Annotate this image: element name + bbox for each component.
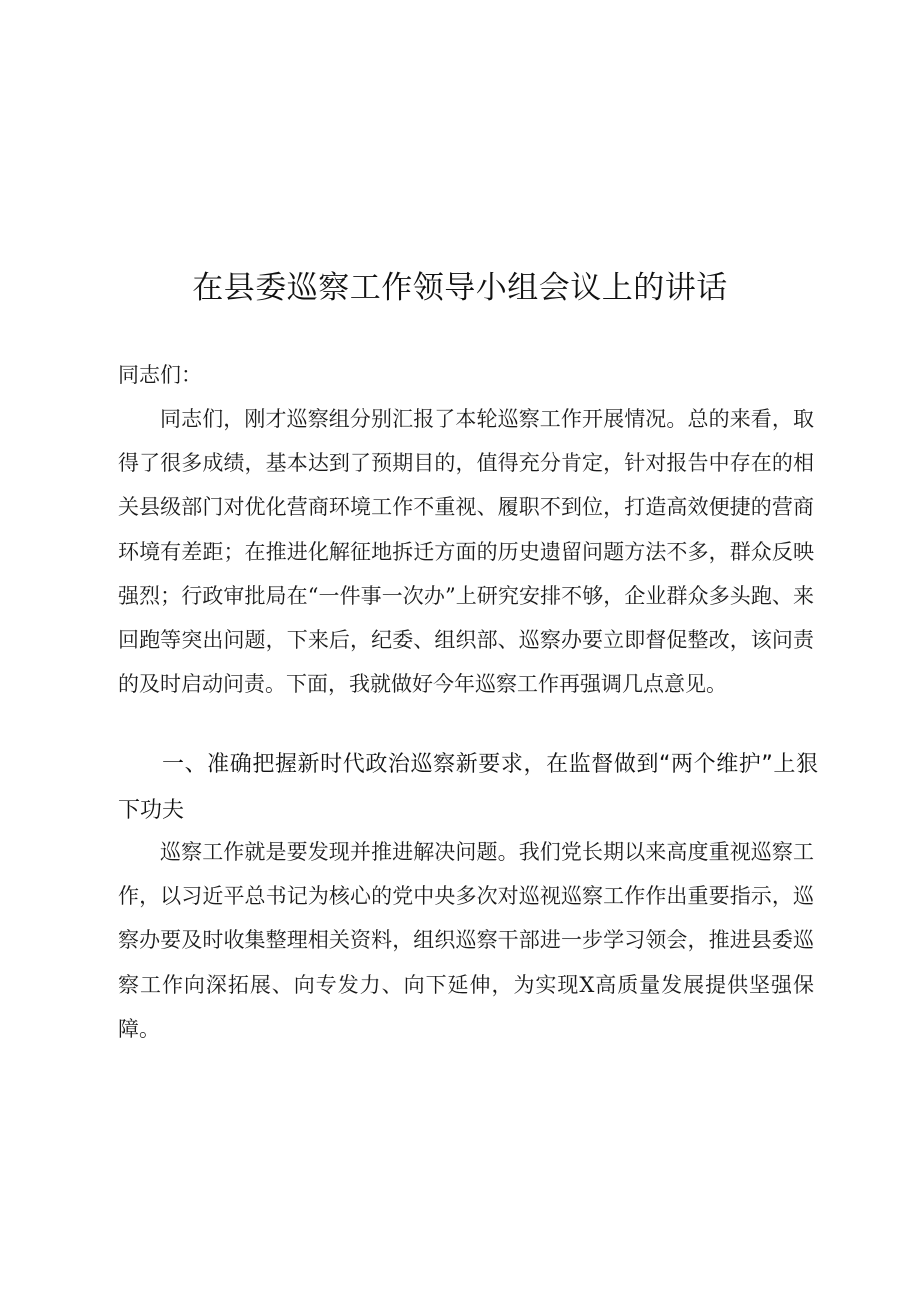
body-paragraph-1: 同志们，刚才巡察组分别汇报了本轮巡察工作开展情况。总的来看，取得了很多成绩，基本达到了预期目的，值得充分肯定，针对报告中存在的相关县级部门对优化营商环境工作不重视、履职不到位，打造高效便捷的营商环境有差距；在推进化解征地拆迁方面的历史遗留问题方法不多，群众反映强烈；行政审批局在“一件事一次办”上研究安排不够，企业群众多头跑、来回跑等突出问题，下来后，纪委、组织部、巡察办要立即督促整改，该问责的及时启动问责。下面，我就做好今年巡察工作再强调几点意见。 [118, 407, 814, 697]
section-heading-1: 一、准确把握新时代政治巡察新要求，在监督做到“两个维护”上狠下功夫 [118, 752, 818, 823]
salutation: 同志们： [118, 363, 202, 387]
document-title: 在县委巡察工作领导小组会议上的讲话 [192, 270, 728, 306]
body-paragraph-2: 巡察工作就是要发现并推进解决问题。我们党长期以来高度重视巡察工作，以习近平总书记为核心的党中央多次对巡视巡察工作作出重要指示，巡察办要及时收集整理相关资料，组织巡察干部进一步学习领会，推进县委巡察工作向深拓展、向专发力、向下延伸，为实现X高质量发展提供坚强保障。 [118, 840, 814, 1041]
